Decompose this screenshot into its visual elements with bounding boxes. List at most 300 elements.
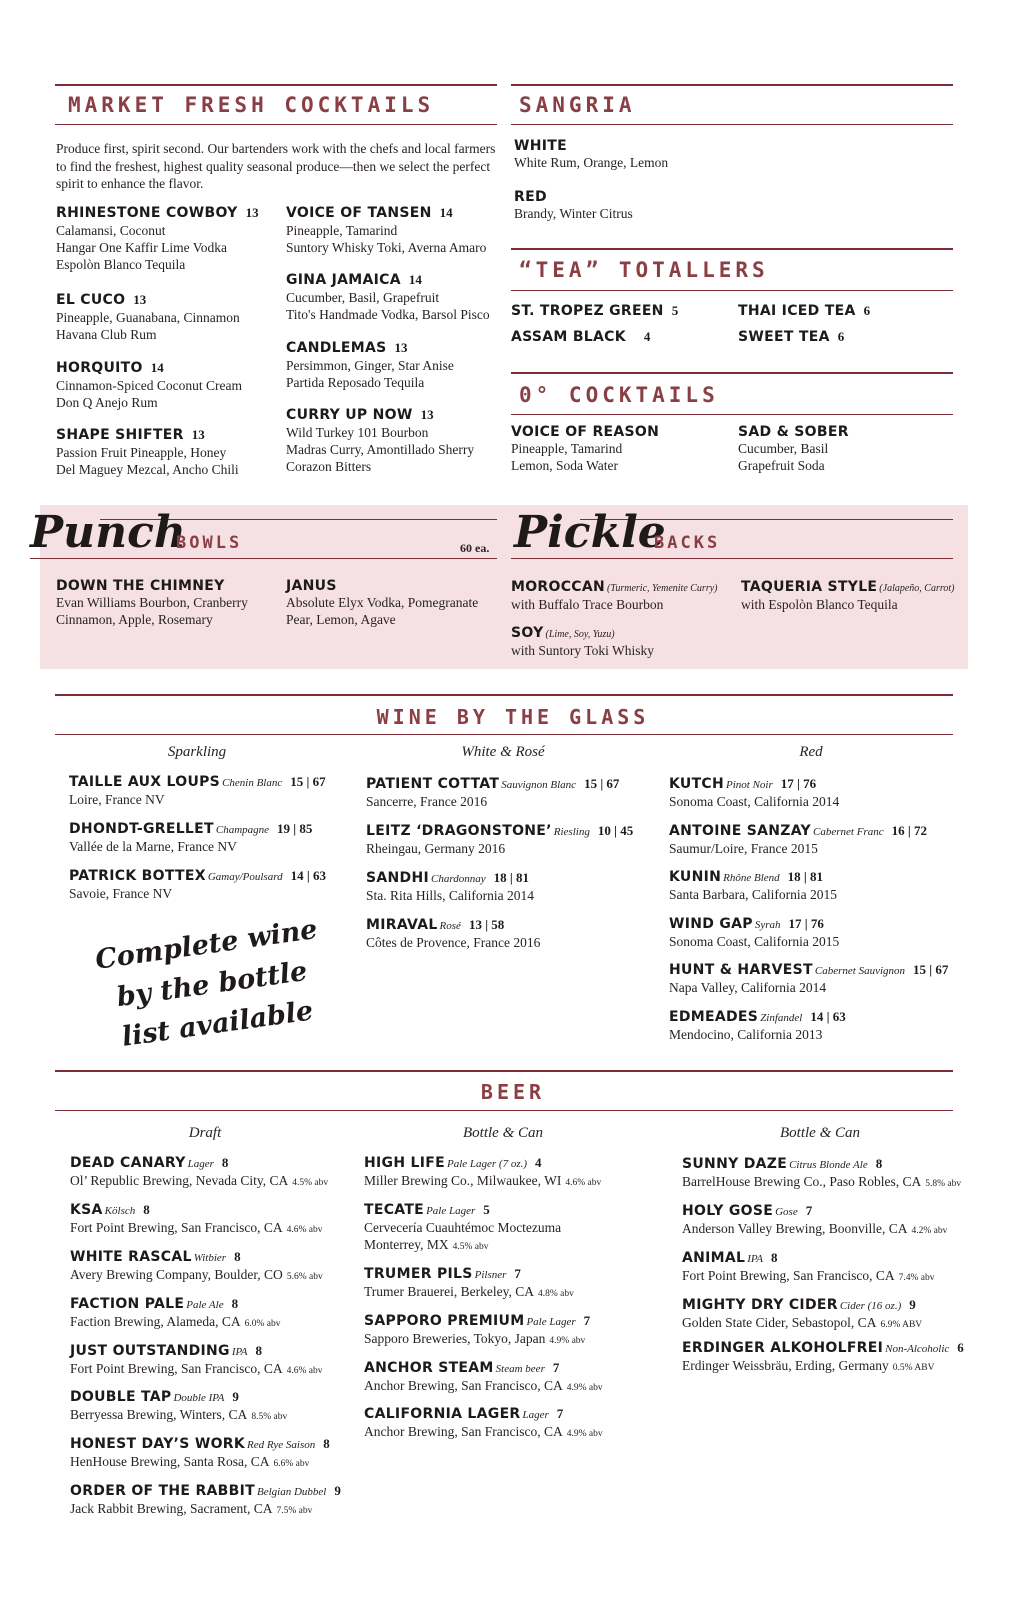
item-desc: Evan Williams Bourbon, Cranberry [56,595,248,610]
item-varietal: Rosé [439,920,461,932]
item-varietal: Zinfandel [760,1012,803,1024]
item-name: RHINESTONE COWBOY [56,205,238,221]
item-price: 15 | 67 [584,776,620,791]
bottle-list-note: Complete wine by the bottle list available [93,913,320,1053]
item-varietal: Chenin Blanc [222,777,283,789]
item-abv: 4.6% abv [286,1225,323,1235]
item-desc: White Rum, Orange, Lemon [514,155,669,170]
item-name: SAD & SOBER [738,424,849,440]
punch-script: Punch [30,507,186,558]
item-abv: 4.5% abv [452,1242,489,1252]
beer-item [364,1265,574,1303]
item-varietal: Sauvignon Blanc [501,779,577,791]
item-name: SWEET TEA [738,329,830,345]
beer-item [682,1296,922,1334]
item-name: GINA JAMAICA [286,272,401,288]
wine-item [366,775,619,810]
item-price: 14 | 63 [290,868,326,883]
item-origin: Loire, France NV [69,792,165,807]
item-desc: Pineapple, Guanabana, Cinnamon [56,310,240,325]
punch-price-note: 60 ea. [460,541,490,555]
item-name: HORQUITO [56,360,143,376]
item-abv: 7.5% abv [276,1506,313,1516]
item-name: PATIENT COTTAT [366,776,500,792]
beer-item [70,1388,287,1426]
wine-heading: WINE BY THE GLASS [376,705,650,729]
item-brewery: Miller Brewing Co., Milwaukee, WI 4.6% abv [364,1173,602,1188]
zero-item [511,424,659,474]
item-brewery: Jack Rabbit Brewing, Sacrament, CA 7.5% abv [70,1501,313,1516]
item-name: SOY [511,625,544,641]
pickle-item [511,624,654,659]
tea-item [511,328,650,346]
item-desc: Suntory Whisky Toki, Averna Amaro [286,240,487,255]
pickle-item [741,578,954,613]
item-price: 14 [150,360,164,375]
item-origin: Sonoma Coast, California 2015 [669,934,840,949]
item-desc: Partida Reposado Tequila [286,375,425,390]
item-name: CALIFORNIA LAGER [364,1406,521,1422]
item-varietal: Gamay/Poulsard [207,871,283,883]
item-style: Belgian Dubbel [256,1486,327,1498]
item-price: 13 [133,292,147,307]
item-style: Pale Lager (7 oz.) [446,1158,528,1170]
item-style: Double IPA [173,1392,225,1404]
item-varietal: Cabernet Franc [813,826,884,838]
item-brewery: Berryessa Brewing, Winters, CA 8.5% abv [70,1407,288,1422]
item-name: KUNIN [669,869,722,885]
beer-item [70,1154,328,1192]
item-name: KSA [70,1202,103,1218]
item-desc: Absolute Elyx Vodka, Pomegranate [286,595,479,610]
item-desc: with Suntory Toki Whisky [511,643,654,658]
item-origin: Sancerre, France 2016 [366,794,488,809]
cocktail-item [56,291,240,343]
item-name: TECATE [364,1202,425,1218]
sangria-item [514,189,633,222]
item-brewery: Avery Brewing Company, Boulder, CO 5.6% abv [70,1267,323,1282]
item-price: 4 [643,329,651,344]
item-brewery: Trumer Brauerei, Berkeley, CA 4.8% abv [364,1284,574,1299]
item-name: HUNT & HARVEST [669,962,813,978]
cocktails-bottom-rule [55,124,497,125]
item-style: Pale Lager [526,1316,576,1328]
item-name: HIGH LIFE [364,1155,445,1171]
wine-col-title: Sparkling [167,744,227,760]
item-style: Lager [187,1158,214,1170]
tea-heading: “TEA” TOTALLERS [519,258,769,282]
item-style: Non-Alcoholic [885,1343,950,1355]
sangria-heading: SANGRIA [519,93,636,117]
item-price: 13 [420,407,434,422]
item-abv: 0.5% ABV [892,1363,935,1373]
beer-item [364,1154,601,1192]
item-desc: Wild Turkey 101 Bourbon [286,425,429,440]
item-name: ORDER OF THE RABBIT [70,1483,255,1499]
tea-item [511,302,678,320]
item-price: 8 [770,1250,778,1265]
pickle-heading: BACKS [654,533,721,553]
item-price: 16 | 72 [891,823,927,838]
item-name: SAPPORO PREMIUM [364,1313,525,1329]
item-desc: Espolòn Blanco Tequila [56,257,186,272]
item-price: 8 [323,1436,330,1451]
cocktails-intro: Produce first, spirit second. Our bartenders work with the chefs and local farmers to find the freshest, highest quality seasonal produce—then we select the perfect spirit to enhance the flavor. [56,141,496,191]
item-name: TRUMER PILS [364,1266,473,1282]
item-abv: 6.6% abv [273,1459,310,1469]
item-name: DEAD CANARY [70,1155,186,1171]
item-desc: Cucumber, Basil [738,441,829,456]
item-brewery: Erdinger Weissbräu, Erding, Germany 0.5% ABV [682,1358,935,1373]
item-style: IPA [231,1346,248,1358]
cocktail-item [56,359,242,411]
item-name: SANDHI [366,870,429,886]
item-name: DHONDT-GRELLET [69,821,214,837]
tea-item [738,302,870,320]
item-style: Red Rye Saison [247,1439,316,1451]
pickle-script: Pickle [514,507,666,558]
tea-top-rule [511,248,953,250]
item-name: ERDINGER ALKOHOLFREI [682,1340,884,1356]
item-desc: Tito's Handmade Vodka, Barsol Pisco [286,307,490,322]
beer-col-title: Draft [188,1125,222,1141]
zero-item [738,424,849,474]
item-desc: Passion Fruit Pineapple, Honey [56,445,227,460]
item-abv: 7.4% abv [898,1273,935,1283]
item-origin: Napa Valley, California 2014 [669,980,827,995]
pickle-item [511,578,717,613]
item-price: 4 [535,1155,542,1170]
item-brewery: Ol’ Republic Brewing, Nevada City, CA 4.5% abv [70,1173,329,1188]
sangria-top-rule [511,84,953,86]
cocktails-heading: MARKET FRESH COCKTAILS [68,93,435,117]
item-style: Gose [775,1206,798,1218]
item-name: WHITE [514,138,567,154]
item-desc: Pineapple, Tamarind [286,223,398,238]
item-name: JANUS [286,578,337,594]
item-desc: Brandy, Winter Citrus [514,206,633,221]
beer-item [682,1249,935,1287]
item-name: DOUBLE TAP [70,1389,172,1405]
item-name: KUTCH [669,776,725,792]
item-brewery: Golden State Cider, Sebastopol, CA 6.9% ABV [682,1315,923,1330]
cocktail-item [286,271,490,323]
item-style: Cider (16 oz.) [839,1300,902,1312]
item-origin: Sonoma Coast, California 2014 [669,794,840,809]
item-price: 7 [805,1203,813,1218]
item-origin: Savoie, France NV [69,886,173,901]
item-name: RED [514,189,547,205]
punch-bottom-rule [30,558,497,559]
punch-item [56,578,248,628]
item-price: 8 [143,1202,150,1217]
item-desc: Cinnamon-Spiced Coconut Cream [56,378,242,393]
item-note: (Lime, Soy, Yuzu) [545,629,615,640]
item-desc: Corazon Bitters [286,459,372,474]
item-name: CANDLEMAS [286,340,387,356]
item-brewery: Anchor Brewing, San Francisco, CA 4.9% abv [364,1378,603,1393]
sangria-bottom-rule [511,124,953,125]
cocktail-item [56,204,259,273]
zero-top-rule [511,372,953,374]
item-style: Pale Lager [426,1205,476,1217]
item-varietal: Chardonnay [430,873,486,885]
item-abv: 4.6% abv [565,1178,602,1188]
item-varietal: Champagne [215,824,270,836]
item-abv: 4.9% abv [566,1383,603,1393]
item-abv: 5.6% abv [286,1272,323,1282]
punch-heading: BOWLS [176,533,243,553]
beer-col-title: Bottle & Can [780,1125,860,1141]
item-desc: Grapefruit Soda [738,458,825,473]
cocktails-top-rule [55,84,497,86]
item-abv: 4.9% abv [549,1336,586,1346]
item-origin: Sta. Rita Hills, California 2014 [366,888,534,903]
item-price: 9 [909,1297,916,1312]
beer-col-title: Bottle & Can [463,1125,543,1141]
item-name: ST. TROPEZ GREEN [511,303,664,319]
item-price: 8 [234,1249,241,1264]
item-brewery: Faction Brewing, Alameda, CA 6.0% abv [70,1314,281,1329]
item-style: Witbier [193,1252,227,1264]
item-varietal: Pinot Noir [726,779,773,791]
item-brewery: Cervecería Cuauhtémoc Moctezuma [364,1220,562,1235]
item-desc: with Buffalo Trace Bourbon [511,597,664,612]
item-price: 13 [394,340,408,355]
item-desc: Pineapple, Tamarind [511,441,623,456]
cocktail-item [56,426,239,478]
item-price: 5 [483,1202,490,1217]
item-style: Kölsch [104,1205,136,1217]
item-origin: Côtes de Provence, France 2016 [366,935,541,950]
tea-item [738,328,844,346]
item-price: 6 [837,329,845,344]
wine-item [69,773,326,808]
item-abv: 5.8% abv [925,1179,962,1189]
sangria-item [514,138,668,171]
item-abv: 4.6% abv [286,1366,323,1376]
item-varietal: Cabernet Sauvignon [814,965,906,977]
item-price: 15 | 67 [913,962,949,977]
item-desc: Lemon, Soda Water [511,458,619,473]
item-desc: Persimmon, Ginger, Star Anise [286,358,454,373]
item-note: (Turmeric, Yemenite Curry) [607,583,718,594]
item-price: 6 [957,1340,964,1355]
item-style: Citrus Blonde Ale [789,1159,868,1171]
item-varietal: Syrah [754,919,781,931]
item-abv: 4.9% abv [566,1429,603,1439]
wine-item [669,961,948,996]
beer-item [682,1202,947,1240]
item-desc: Calamansi, Coconut [56,223,166,238]
beer-item [364,1201,561,1256]
item-name: ANTOINE SANZAY [669,823,811,839]
item-brewery: Anchor Brewing, San Francisco, CA 4.9% abv [364,1424,603,1439]
item-price: 8 [875,1156,883,1171]
item-price: 9 [334,1483,341,1498]
beer-item [70,1342,323,1380]
item-varietal: Riesling [553,826,590,838]
item-price: 14 [408,272,422,287]
item-price: 6 [863,303,871,318]
item-brewery: Monterrey, MX 4.5% abv [364,1237,489,1252]
item-price: 13 [191,427,205,442]
item-price: 7 [552,1360,560,1375]
item-name: CURRY UP NOW [286,407,413,423]
item-name: SUNNY DAZE [682,1156,788,1172]
beer-item [70,1295,281,1333]
item-name: EDMEADES [669,1009,759,1025]
beer-item [364,1312,590,1350]
item-name: EL CUCO [56,292,126,308]
item-price: 19 | 85 [277,821,313,836]
cocktail-item [286,406,474,475]
item-price: 7 [556,1406,564,1421]
item-price: 7 [583,1313,591,1328]
item-style: Pilsner [474,1269,507,1281]
item-brewery: HenHouse Brewing, Santa Rosa, CA 6.6% abv [70,1454,310,1469]
item-desc: Don Q Anejo Rum [56,395,158,410]
item-name: THAI ICED TEA [738,303,856,319]
item-name: ANCHOR STEAM [364,1360,494,1376]
item-style: Pale Ale [186,1299,224,1311]
beer-top-rule [55,1070,953,1072]
item-desc: Hangar One Kaffir Lime Vodka [56,240,227,255]
item-abv: 6.9% ABV [880,1320,923,1330]
item-abv: 4.8% abv [537,1289,574,1299]
wine-item [366,822,633,857]
tea-bottom-rule [511,290,953,291]
beer-bottom-rule [55,1110,953,1111]
item-price: 9 [232,1389,239,1404]
wine-item [669,1008,846,1043]
item-brewery: Fort Point Brewing, San Francisco, CA 4.6% abv [70,1361,323,1376]
item-price: 15 | 67 [290,774,326,789]
item-name: TAILLE AUX LOUPS [69,774,221,790]
item-desc: with Espolòn Blanco Tequila [741,597,898,612]
item-style: IPA [747,1253,763,1265]
wine-item [69,867,326,902]
item-name: TAQUERIA STYLE [741,579,878,595]
item-origin: Rheingau, Germany 2016 [366,841,506,856]
beer-item [70,1201,323,1239]
beer-item [70,1435,330,1473]
item-name: ANIMAL [682,1250,746,1266]
cocktail-item [286,339,454,391]
item-name: MIRAVAL [366,917,438,933]
beer-item [682,1339,964,1377]
item-desc: Madras Curry, Amontillado Sherry [286,442,475,457]
item-price: 10 | 45 [597,823,634,838]
item-name: HOLY GOSE [682,1203,774,1219]
beer-item [70,1482,341,1520]
item-abv: 8.5% abv [251,1412,288,1422]
item-name: VOICE OF TANSEN [286,205,432,221]
wine-item [669,868,837,903]
item-name: JUST OUTSTANDING [70,1343,230,1359]
item-abv: 4.5% abv [292,1178,329,1188]
item-abv: 6.0% abv [244,1319,281,1329]
item-varietal: Rhône Blend [723,872,780,884]
wine-bottom-rule [55,734,953,735]
wine-col-title: White & Rosé [461,744,545,760]
item-abv: 4.2% abv [911,1226,948,1236]
wine-item [69,820,312,855]
pickle-bottom-rule [511,558,953,559]
item-origin: Mendocino, California 2013 [669,1027,823,1042]
item-desc: Havana Club Rum [56,327,157,342]
zero-heading: 0° COCKTAILS [519,383,719,407]
item-name: MOROCCAN [511,579,606,595]
item-name: FACTION PALE [70,1296,185,1312]
item-name: ASSAM BLACK [511,329,626,345]
beer-item [364,1405,603,1443]
beer-heading: BEER [480,1080,546,1104]
item-price: 17 | 76 [780,776,817,791]
item-brewery: Fort Point Brewing, San Francisco, CA 4.6% abv [70,1220,323,1235]
item-origin: Vallée de la Marne, France NV [69,839,237,854]
item-name: VOICE OF REASON [511,424,660,440]
item-price: 8 [221,1155,229,1170]
beer-item [682,1155,961,1193]
wine-item [366,916,540,951]
item-desc: Del Maguey Mezcal, Ancho Chili [56,462,239,477]
item-name: WHITE RASCAL [70,1249,192,1265]
item-name: HONEST DAY’S WORK [70,1436,246,1452]
wine-item [669,822,927,857]
item-name: SHAPE SHIFTER [56,427,184,443]
item-price: 13 [245,205,259,220]
beer-item [364,1359,603,1397]
item-note: (Jalapeño, Carrot) [879,583,955,594]
item-brewery: Anderson Valley Brewing, Boonville, CA 4.2% abv [682,1221,948,1236]
item-name: LEITZ ‘DRAGONSTONE’ [366,823,552,839]
item-name: PATRICK BOTTEX [69,868,206,884]
item-origin: Santa Barbara, California 2015 [669,887,837,902]
item-name: WIND GAP [669,916,753,932]
wine-item [669,775,839,810]
item-price: 18 | 81 [493,870,529,885]
wine-item [669,915,839,950]
item-price: 17 | 76 [788,916,824,931]
item-price: 14 | 63 [810,1009,846,1024]
item-name: DOWN THE CHIMNEY [56,578,225,594]
item-price: 14 [439,205,453,220]
item-price: 13 | 58 [468,917,505,932]
item-desc: Cucumber, Basil, Grapefruit [286,290,440,305]
item-brewery: Fort Point Brewing, San Francisco, CA 7.4% abv [682,1268,935,1283]
item-desc: Cinnamon, Apple, Rosemary [56,612,213,627]
wine-item [366,869,534,904]
item-price: 7 [514,1266,521,1281]
wine-top-rule [55,694,953,696]
item-style: Lager [522,1409,549,1421]
item-brewery: BarrelHouse Brewing Co., Paso Robles, CA 5.8% abv [682,1174,962,1189]
punch-item [286,578,478,628]
item-desc: Pear, Lemon, Agave [286,612,396,627]
item-price: 8 [255,1343,263,1358]
item-price: 5 [671,303,679,318]
beer-item [70,1248,323,1286]
item-brewery: Sapporo Breweries, Tokyo, Japan 4.9% abv [364,1331,586,1346]
zero-bottom-rule [511,414,953,415]
item-price: 8 [231,1296,239,1311]
item-price: 18 | 81 [787,869,824,884]
item-name: MIGHTY DRY CIDER [682,1297,838,1313]
wine-col-title: Red [799,744,823,760]
item-style: Steam beer [495,1363,545,1375]
cocktail-item [286,204,486,256]
